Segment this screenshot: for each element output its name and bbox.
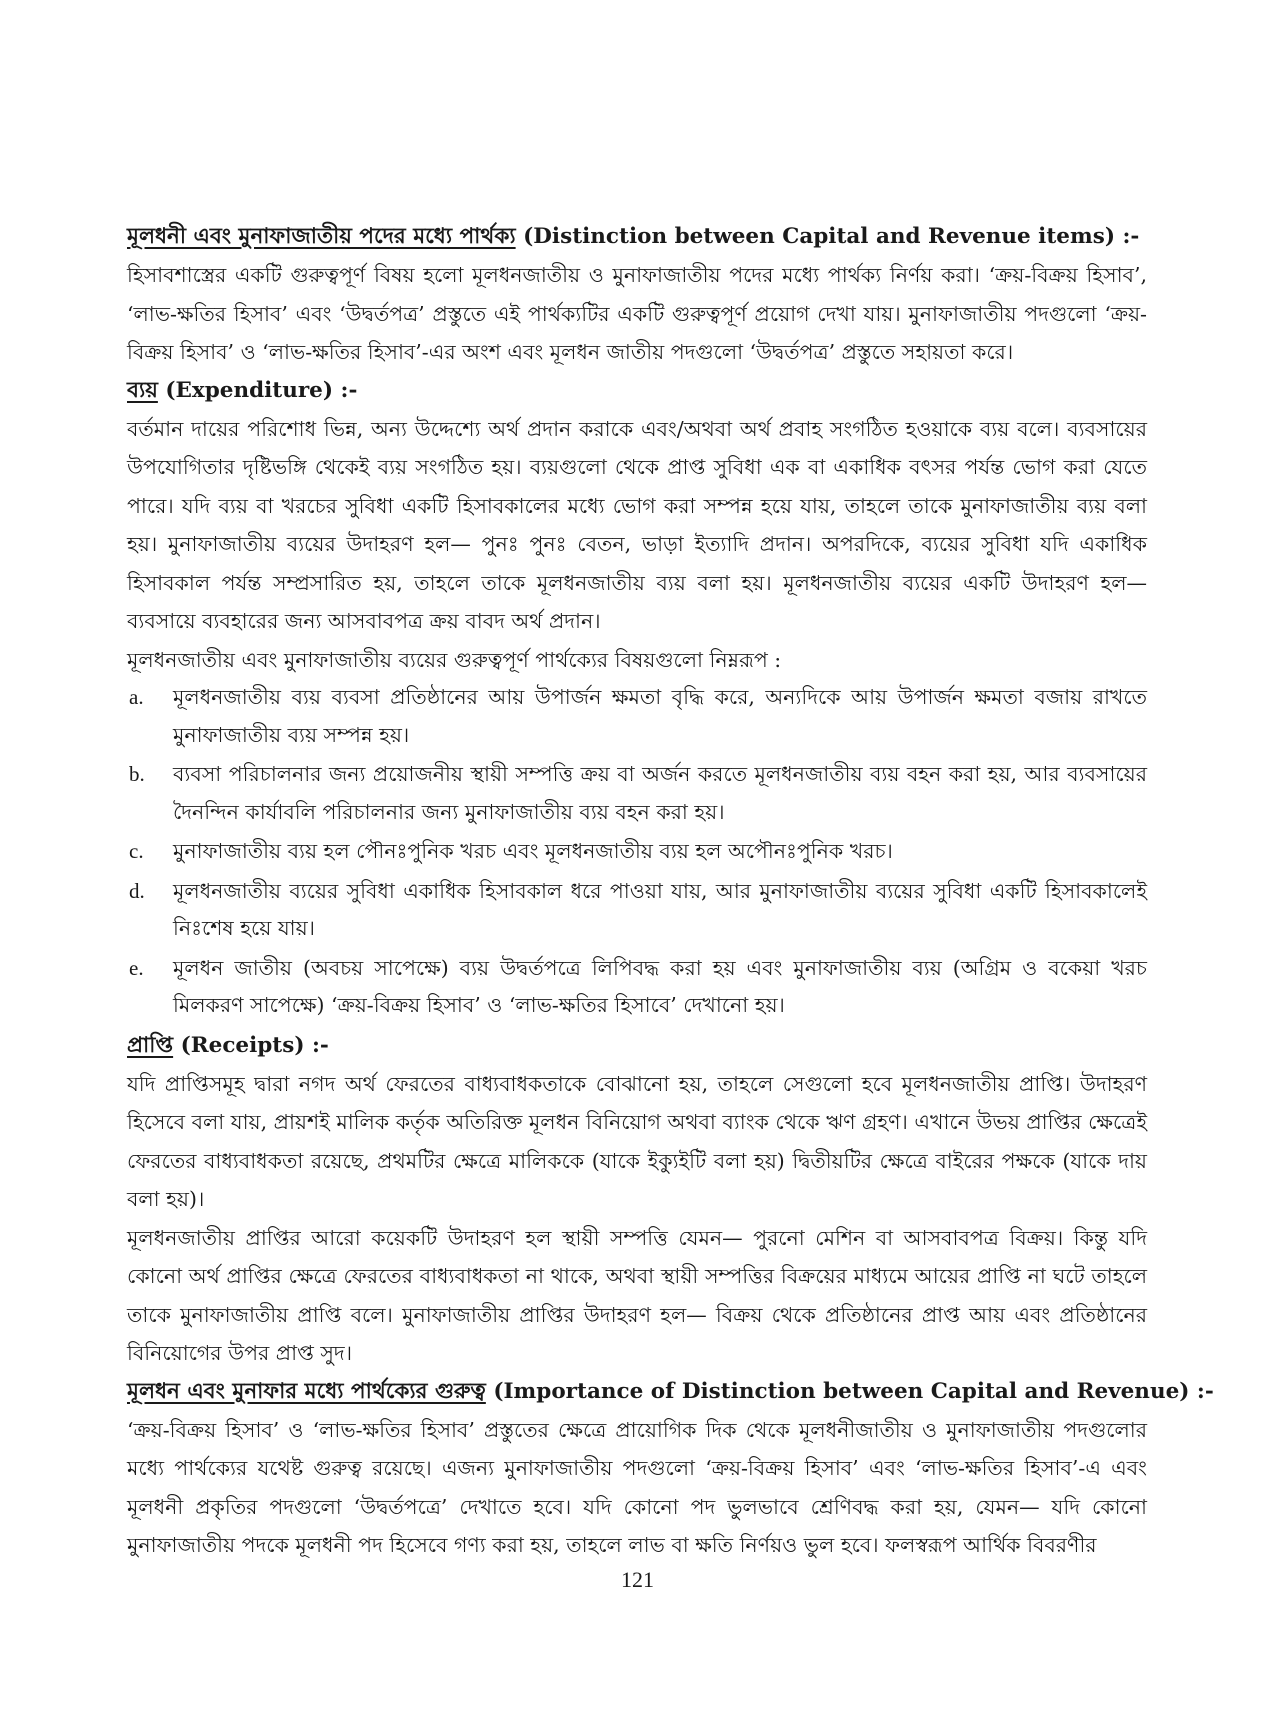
paragraph-expenditure-1: বর্তমান দায়ের পরিশোধ ভিন্ন, অন্য উদ্দেশ্যে অর্থ প্রদান করাকে এবং/অথবা অর্থ প্রবাহ সংগঠিত হওয়াকে ব্যয় বলে। ব্যবসায়ের উপযোগিতার দৃষ্টিভঙ্গি থেকেই ব্যয় সংগঠিত হয়। ব্যয়গুলো থেকে প্রাপ্ত সুবিধা এক বা একাধিক বৎসর পর্যন্ত ভোগ করা যেতে পারে। যদি ব্যয় বা খরচের সুবিধা একটি হিসাবকালের মধ্যে ভোগ করা সম্পন্ন হয়ে যায়, তাহলে তাকে মুনাফাজাতীয় ব্যয় বলা হয়। মুনাফাজাতীয় ব্যয়ের উদাহরণ হল— পুনঃ পুনঃ বেতন, ভাড়া ইত্যাদি প্রদান। অপরদিকে, ব্যয়ের সুবিধা যদি একাধিক হিসাবকাল পর্যন্ত সম্প্রসারিত হয়, তাহলে তাকে মূলধনজাতীয় ব্যয় বলা হয়। মূলধনজাতীয় ব্যয়ের একটি উদাহরণ হল— ব্যবসায়ে ব্যবহারের জন্য আসবাবপত্র ক্রয় বাবদ অর্থ প্রদান। xyxy=(127,416,1147,633)
paragraph-importance: ‘ক্রয়-বিক্রয় হিসাব’ ও ‘লাভ-ক্ষতির হিসাব’ প্রস্তুতের ক্ষেত্রে প্রায়োগিক দিক থেকে মূলধনীজাতীয় ও মুনাফাজাতীয় পদগুলোর মধ্যে পার্থক্যের যথেষ্ট গুরুত্ব রয়েছে। এজন্য মুনাফাজাতীয় পদগুলো ‘ক্রয়-বিক্রয় হিসাব’ এবং ‘লাভ-ক্ষতির হিসাব’-এ এবং মূলধনী প্রকৃতির পদগুলো ‘উদ্বর্তপত্রে’ দেখাতে হবে। যদি কোনো পদ ভুলভাবে শ্রেণিবদ্ধ করা হয়, যেমন— যদি কোনো মুনাফাজাতীয় পদকে মূলধনী পদ হিসেবে গণ্য করা হয়, তাহলে লাভ বা ক্ষতি নির্ণয়ও ভুল হবে। ফলস্বরূপ আর্থিক বিবরণীর xyxy=(127,1417,1147,1557)
paragraph-distinction: হিসাবশাস্ত্রের একটি গুরুত্বপূর্ণ বিষয় হলো মূলধনজাতীয় ও মুনাফাজাতীয় পদের মধ্যে পার্থক্য নির্ণয় করা। ‘ক্রয়-বিক্রয় হিসাব’, ‘লাভ-ক্ষতির হিসাব’ এবং ‘উদ্বর্তপত্র’ প্রস্তুতে এই পার্থক্যটির একটি গুরুত্বপূর্ণ প্রয়োগ দেখা যায়। মুনাফাজাতীয় পদগুলো ‘ক্রয়-বিক্রয় হিসাব’ ও ‘লাভ-ক্ষতির হিসাব’-এর অংশ এবং মূলধন জাতীয় পদগুলো ‘উদ্বর্তপত্র’ প্রস্তুতে সহায়তা করে। xyxy=(127,263,1147,364)
heading-distinction-bn: মূলধনী এবং মুনাফাজাতীয় পদের মধ্যে পার্থক্য xyxy=(127,224,516,249)
list-marker: b. xyxy=(129,762,145,786)
list-item-text: মূলধনজাতীয় ব্যয়ের সুবিধা একাধিক হিসাবকাল ধরে পাওয়া যায়, আর মুনাফাজাতীয় ব্যয়ের সুবিধা একটি হিসাবকালেই নিঃশেষ হয়ে যায়। xyxy=(173,878,1147,940)
list-marker: c. xyxy=(129,839,144,863)
list-marker: d. xyxy=(129,878,145,903)
list-item xyxy=(127,950,1147,1025)
list-marker: e. xyxy=(129,955,144,980)
heading-distinction-en: (Distinction between Capital and Revenue items) :- xyxy=(515,224,1140,249)
list-item-text: মুনাফাজাতীয় ব্যয় হল পৌনঃপুনিক খরচ এবং মূলধনজাতীয় ব্যয় হল অপৌনঃপুনিক খরচ। xyxy=(173,839,893,863)
paragraph-receipts-2: মূলধনজাতীয় প্রাপ্তির আরো কয়েকটি উদাহরণ হল স্থায়ী সম্পত্তি যেমন— পুরনো মেশিন বা আসবাবপত্র বিক্রয়। কিন্তু যদি কোনো অর্থ প্রাপ্তির ক্ষেত্রে ফেরতের বাধ্যবাধকতা না থাকে, অথবা স্থায়ী সম্পত্তির বিক্রয়ের মাধ্যমে আয়ের প্রাপ্তি না ঘটে তাহলে তাকে মুনাফাজাতীয় প্রাপ্তি বলে। মুনাফাজাতীয় প্রাপ্তির উদাহরণ হল— বিক্রয় থেকে প্রতিষ্ঠানের প্রাপ্ত আয় এবং প্রতিষ্ঠানের বিনিয়োগের উপর প্রাপ্ত সুদ। xyxy=(127,1225,1147,1365)
heading-expenditure-en: (Expenditure) :- xyxy=(157,377,358,403)
list-item-text: মূলধন জাতীয় (অবচয় সাপেক্ষে) ব্যয় উদ্বর্তপত্রে লিপিবদ্ধ করা হয় এবং মুনাফাজাতীয় ব্যয় (অগ্রিম ও বকেয়া খরচ মিলকরণ সাপেক্ষে) ‘ক্রয়-বিক্রয় হিসাব’ ও ‘লাভ-ক্ষতির হিসাবে’ দেখানো হয়। xyxy=(173,955,1147,1017)
list-item-text: ব্যবসা পরিচালনার জন্য প্রয়োজনীয় স্থায়ী সম্পত্তি ক্রয় বা অর্জন করতে মূলধনজাতীয় ব্যয় বহন করা হয়, আর ব্যবসায়ের দৈনন্দিন কার্যাবলি পরিচালনার জন্য মুনাফাজাতীয় ব্যয় বহন করা হয়। xyxy=(173,762,1147,824)
list-item xyxy=(127,833,1147,871)
heading-expenditure-bn: ব্যয় xyxy=(127,377,158,403)
heading-importance-bn: মূলধন এবং মুনাফার মধ্যে পার্থক্যের গুরুত্ব xyxy=(127,1378,486,1404)
heading-importance-en: (Importance of Distinction between Capital and Revenue) :- xyxy=(485,1378,1214,1404)
expenditure-difference-list xyxy=(127,679,1147,1025)
page-number: 121 xyxy=(621,1567,654,1592)
page-content xyxy=(127,218,1214,1565)
paragraph-expenditure-2: মূলধনজাতীয় এবং মুনাফাজাতীয় ব্যয়ের গুরুত্বপূর্ণ পার্থক্যের বিষয়গুলো নিম্নরূপ : xyxy=(127,647,782,672)
heading-receipts xyxy=(127,1027,1147,1065)
list-item xyxy=(127,679,1147,754)
heading-receipts-en: (Receipts) :- xyxy=(173,1032,329,1058)
heading-importance xyxy=(127,1373,1214,1411)
heading-receipts-bn: প্রাপ্তি xyxy=(127,1032,174,1058)
list-item-text: মূলধনজাতীয় ব্যয় ব্যবসা প্রতিষ্ঠানের আয় উপার্জন ক্ষমতা বৃদ্ধি করে, অন্যদিকে আয় উপার্জন ক্ষমতা বজায় রাখতে মুনাফাজাতীয় ব্যয় সম্পন্ন হয়। xyxy=(173,685,1147,747)
list-item xyxy=(127,873,1147,948)
list-marker: a. xyxy=(129,685,144,709)
heading-expenditure xyxy=(127,372,1147,410)
paragraph-receipts-1: যদি প্রাপ্তিসমূহ দ্বারা নগদ অর্থ ফেরতের বাধ্যবাধকতাকে বোঝানো হয়, তাহলে সেগুলো হবে মূলধনজাতীয় প্রাপ্তি। উদাহরণ হিসেবে বলা যায়, প্রায়শই মালিক কর্তৃক অতিরিক্ত মূলধন বিনিয়োগ অথবা ব্যাংক থেকে ঋণ গ্রহণ। এখানে উভয় প্রাপ্তির ক্ষেত্রেই ফেরতের বাধ্যবাধকতা রয়েছে, প্রথমটির ক্ষেত্রে মালিককে (যাকে ইক্যুইটি বলা হয়) দ্বিতীয়টির ক্ষেত্রে বাইরের পক্ষকে (যাকে দায় বলা হয়)। xyxy=(127,1071,1147,1211)
heading-distinction xyxy=(127,218,1147,256)
list-item xyxy=(127,756,1147,831)
